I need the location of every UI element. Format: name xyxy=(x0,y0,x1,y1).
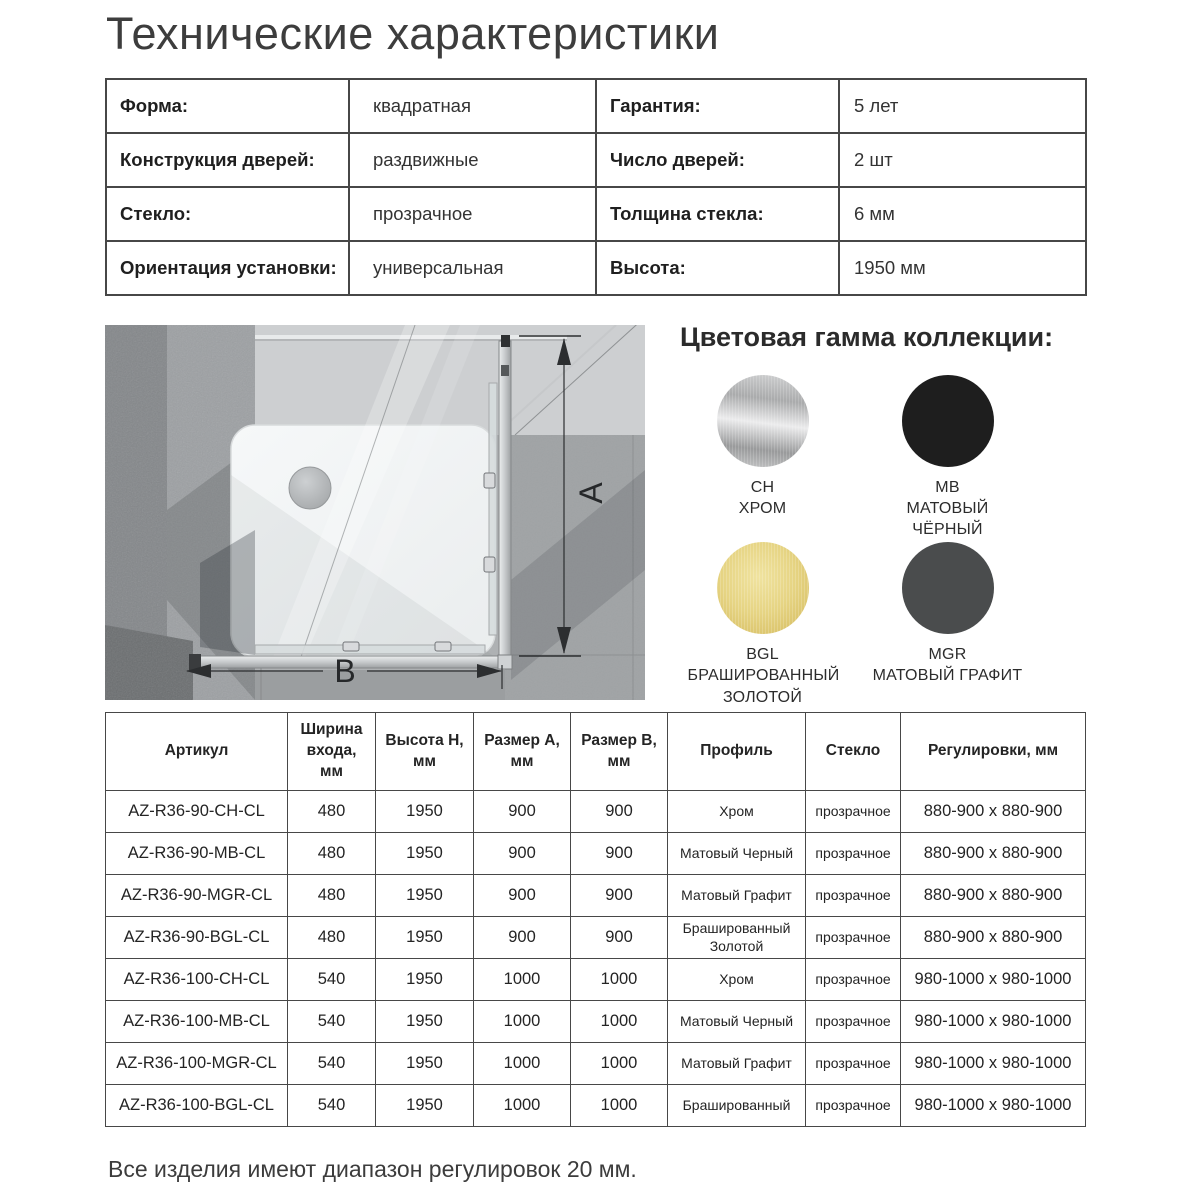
product-row xyxy=(106,1043,1086,1085)
product-cell: 900 xyxy=(474,917,571,959)
product-cell: 880-900 x 880-900 xyxy=(901,875,1086,917)
product-cell: 1000 xyxy=(474,1085,571,1127)
product-cell: Матовый Графит xyxy=(668,1043,806,1085)
spec-label: Конструкция дверей: xyxy=(106,133,349,187)
product-cell: Матовый Графит xyxy=(668,875,806,917)
swatch-name: ХРОМ xyxy=(738,500,787,518)
spec-row xyxy=(106,241,1086,295)
swatch-code: CH xyxy=(750,479,775,496)
product-cell: Хром xyxy=(668,959,806,1001)
products-table xyxy=(105,712,1086,1127)
spec-label: Стекло: xyxy=(106,187,349,241)
product-cell: прозрачное xyxy=(806,1043,901,1085)
product-cell: 1950 xyxy=(376,917,474,959)
product-cell: 540 xyxy=(288,1043,376,1085)
swatch-matte-black xyxy=(855,375,1040,540)
swatch-matte-graphite xyxy=(855,542,1040,707)
product-cell: AZ-R36-100-MB-CL xyxy=(106,1001,288,1043)
product-row xyxy=(106,833,1086,875)
product-cell: 980-1000 x 980-1000 xyxy=(901,1001,1086,1043)
page-title: Технические характеристики xyxy=(106,8,720,59)
column-header: Регулировки, мм xyxy=(901,713,1086,791)
spec-value: 6 мм xyxy=(839,187,1086,241)
spec-value: 2 шт xyxy=(839,133,1086,187)
spec-label: Ориентация установки: xyxy=(106,241,349,295)
product-cell: 480 xyxy=(288,833,376,875)
footnote: Все изделия имеют диапазон регулировок 20 мм. xyxy=(108,1156,637,1182)
column-header: Ширина входа, мм xyxy=(288,713,376,791)
column-header: Размер A, мм xyxy=(474,713,571,791)
product-cell: 900 xyxy=(571,791,668,833)
product-cell: 900 xyxy=(571,875,668,917)
product-cell: 880-900 x 880-900 xyxy=(901,917,1086,959)
shower-top-view-image xyxy=(105,325,645,700)
product-cell: 540 xyxy=(288,959,376,1001)
product-cell: 480 xyxy=(288,875,376,917)
product-cell: Брашированный xyxy=(668,1085,806,1127)
product-cell: 1000 xyxy=(474,959,571,1001)
product-cell: 980-1000 x 980-1000 xyxy=(901,1043,1086,1085)
colors-section-title: Цветовая гамма коллекции: xyxy=(680,322,1054,352)
product-cell: 980-1000 x 980-1000 xyxy=(901,1085,1086,1127)
column-header: Профиль xyxy=(668,713,806,791)
swatch-brushed-gold xyxy=(670,542,855,707)
spec-label: Число дверей: xyxy=(596,133,839,187)
product-cell: 1950 xyxy=(376,1001,474,1043)
product-cell: 1950 xyxy=(376,833,474,875)
chrome-color-circle xyxy=(717,375,809,467)
product-cell: 900 xyxy=(474,791,571,833)
spec-value: 1950 мм xyxy=(839,241,1086,295)
product-cell: 1000 xyxy=(571,1085,668,1127)
product-cell: 900 xyxy=(571,917,668,959)
spec-label: Высота: xyxy=(596,241,839,295)
swatch-chrome xyxy=(670,375,855,540)
swatch-code: MGR xyxy=(928,646,967,664)
product-cell: 1950 xyxy=(376,959,474,1001)
product-cell: прозрачное xyxy=(806,917,901,959)
product-cell: прозрачное xyxy=(806,875,901,917)
swatch-name: МАТОВЫЙ ЧЁРНЫЙ xyxy=(906,500,989,539)
product-cell: Брашированный Золотой xyxy=(668,917,806,959)
product-cell: AZ-R36-100-CH-CL xyxy=(106,959,288,1001)
product-cell: 1000 xyxy=(571,959,668,1001)
product-cell: прозрачное xyxy=(806,1085,901,1127)
product-cell: Матовый Черный xyxy=(668,1001,806,1043)
product-cell: 900 xyxy=(571,833,668,875)
dimension-label-a: A xyxy=(573,482,609,504)
spec-label: Форма: xyxy=(106,79,349,133)
product-cell: AZ-R36-90-MB-CL xyxy=(106,833,288,875)
product-cell: прозрачное xyxy=(806,1001,901,1043)
spec-row xyxy=(106,133,1086,187)
product-row xyxy=(106,917,1086,959)
spec-value: универсальная xyxy=(349,241,596,295)
product-cell: 1000 xyxy=(474,1001,571,1043)
column-header: Высота H, мм xyxy=(376,713,474,791)
product-cell: 540 xyxy=(288,1001,376,1043)
product-cell: прозрачное xyxy=(806,833,901,875)
spec-table xyxy=(105,78,1087,296)
product-cell: AZ-R36-90-BGL-CL xyxy=(106,917,288,959)
products-header-row xyxy=(106,713,1086,791)
product-row xyxy=(106,875,1086,917)
spec-value: раздвижные xyxy=(349,133,596,187)
product-cell: 900 xyxy=(474,833,571,875)
spec-label: Гарантия: xyxy=(596,79,839,133)
spec-label: Толщина стекла: xyxy=(596,187,839,241)
product-cell: 540 xyxy=(288,1085,376,1127)
product-cell: 1950 xyxy=(376,1085,474,1127)
swatch-code: MB xyxy=(935,479,960,496)
spec-row xyxy=(106,187,1086,241)
column-header: Артикул xyxy=(106,713,288,791)
gold-color-circle xyxy=(717,542,809,634)
product-cell: 980-1000 x 980-1000 xyxy=(901,959,1086,1001)
product-cell: Матовый Черный xyxy=(668,833,806,875)
product-cell: 1950 xyxy=(376,1043,474,1085)
swatch-name: МАТОВЫЙ ГРАФИТ xyxy=(872,667,1023,685)
product-cell: 1950 xyxy=(376,875,474,917)
column-header: Стекло xyxy=(806,713,901,791)
product-cell: 1000 xyxy=(571,1043,668,1085)
color-swatches xyxy=(670,375,1050,708)
spec-value: квадратная xyxy=(349,79,596,133)
product-row xyxy=(106,1001,1086,1043)
product-cell: 1000 xyxy=(571,1001,668,1043)
product-cell: 1000 xyxy=(474,1043,571,1085)
dimension-label-b: B xyxy=(334,653,356,689)
graphite-color-circle xyxy=(902,542,994,634)
product-cell: 1950 xyxy=(376,791,474,833)
swatch-code: BGL xyxy=(746,646,779,664)
swatch-name: БРАШИРОВАННЫЙ ЗОЛОТОЙ xyxy=(687,667,840,706)
product-cell: 900 xyxy=(474,875,571,917)
black-color-circle xyxy=(902,375,994,467)
spec-value: 5 лет xyxy=(839,79,1086,133)
product-cell: AZ-R36-90-CH-CL xyxy=(106,791,288,833)
product-cell: прозрачное xyxy=(806,791,901,833)
product-row xyxy=(106,791,1086,833)
product-cell: 880-900 x 880-900 xyxy=(901,833,1086,875)
product-cell: 480 xyxy=(288,791,376,833)
product-cell: AZ-R36-90-MGR-CL xyxy=(106,875,288,917)
product-row xyxy=(106,1085,1086,1127)
product-row xyxy=(106,959,1086,1001)
shower-top-view-drawing xyxy=(105,325,645,700)
spec-row xyxy=(106,79,1086,133)
product-cell: AZ-R36-100-MGR-CL xyxy=(106,1043,288,1085)
product-cell: 880-900 x 880-900 xyxy=(901,791,1086,833)
product-cell: 480 xyxy=(288,917,376,959)
column-header: Размер B, мм xyxy=(571,713,668,791)
product-cell: AZ-R36-100-BGL-CL xyxy=(106,1085,288,1127)
spec-value: прозрачное xyxy=(349,187,596,241)
product-cell: прозрачное xyxy=(806,959,901,1001)
product-cell: Хром xyxy=(668,791,806,833)
